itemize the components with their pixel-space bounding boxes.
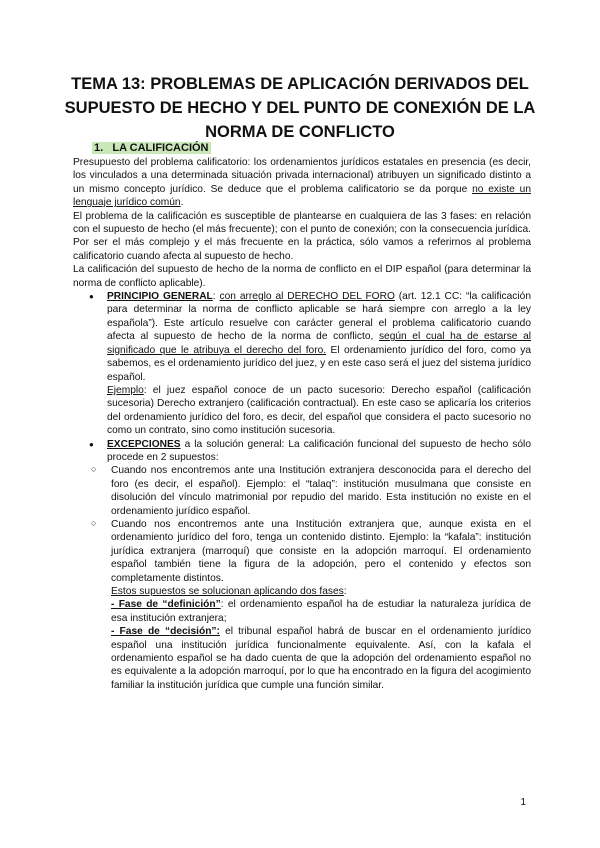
example-paragraph — [107, 384, 531, 438]
example-text: : el juez español conoce de un pacto sucesorio: Derecho español (calificación sucesoria) Derecho extranjero (calificación contractual). En este caso se aplicaría los criterios del ordenamiento jurídico del foro, es decir, del español que considera el pacto sucesorio no como un contrato, sino como institución sucesoria. — [107, 384, 531, 437]
fase-definicion — [73, 598, 531, 625]
bullet-colon: : — [212, 291, 220, 303]
bullet-text: a la solución general: La calificación funcional del supuesto de hecho sólo procede en 2 supuestos: — [107, 438, 531, 463]
bullet-text: El ordenamiento jurídico del foro, como ya sabemos, es el ordenamiento jurídico del juez, y en este caso será el juez del sistema jurídico español. — [107, 344, 531, 383]
sub-bullet-institucion-distinta: ○ Cuando nos encontremos ante una Institución extranjera que, aunque exista en el ordenamiento jurídico del foro, tenga un contenido distinto. Ejemplo: la “kafala”: institución jurídica extranjera (marroquí) que consiste en la adopción marroquí. El ordenamiento español también tiene la figura de la adopción, pero el contenido y efectos son completamente distintos. — [73, 518, 531, 585]
bullet-paragraph — [107, 438, 531, 465]
page-number: 1 — [520, 797, 526, 808]
fase-decision — [73, 625, 531, 692]
sub-bullet-institucion-desconocida: ○ Cuando nos encontremos ante una Institución extranjera desconocida para el derecho del foro (es decir, el español). Ejemplo: el “talaq”: institución musulmana que consiste en disolución del vínculo matrimonial por repudio del marido. Esta institución no existe en el ordenamiento jurídico español. — [73, 464, 531, 518]
underlined-phrase: no existe un lenguaje jurídico común — [73, 183, 531, 209]
bullet-principio-general — [73, 290, 531, 437]
fase-label: - Fase de “decisión”: — [111, 626, 220, 638]
paragraph-presupuesto — [73, 156, 531, 210]
paragraph-text: Presupuesto del problema calificatorio: los ordenamientos jurídicos estatales en presencia (es decir, los vinculados a una determinada situación privada internacional) atribuyen un significado distinto a un mismo concepto jurídico. Se deduce que el problema calificatorio se da porque — [73, 157, 531, 195]
paragraph-calificacion: La calificación del supuesto de hecho de la norma de conflicto en el DIP español (para determinar la norma de conflicto aplicable). — [73, 264, 531, 289]
sub-bullet-list — [73, 464, 531, 585]
fases-intro: Estos supuestos se solucionan aplicando dos fases: — [111, 586, 347, 597]
bullet-label: EXCEPCIONES — [107, 438, 181, 450]
section-heading-highlight — [92, 142, 211, 154]
paragraph-fases: El problema de la calificación es susceptible de plantearse en cualquiera de las 3 fases: en relación con el supuesto de hecho (el más frecuente); con el punto de conexión; con la consecuencia jurídica. Por ser el más complejo y el más frecuente en la práctica, sólo vamos a referirnos al problema calificatorio cuando afecta al supuesto de hecho. — [73, 210, 531, 262]
paragraph-text: . — [180, 197, 184, 209]
fase-text: : el ordenamiento español ha de estudiar la naturaleza jurídica de esa institución extranjera; — [111, 599, 531, 624]
example-label: Ejemplo — [107, 384, 144, 396]
underlined-phrase: Estos supuestos se solucionan aplicando dos fases — [111, 586, 344, 597]
section-number: 1. — [94, 142, 104, 154]
fase-text: el tribunal español habrá de buscar en el ordenamiento jurídico español una institución jurídica funcionalmente equivalente. Así, con la kafala el ordenamiento español se ha dado cuenta de que la adopción del ordenamiento español no es equivalente a la adopción marroquí, por lo que ha encontrado en la figura del acogimiento familiar la institución jurídica que cumple una función similar. — [111, 626, 531, 691]
document-title: TEMA 13: PROBLEMAS DE APLICACIÓN DERIVADOS DEL SUPUESTO DE HECHO Y DEL PUNTO DE CONEXIÓN DE LA NORMA DE CONFLICTO — [64, 75, 536, 141]
underlined-phrase: con arreglo al DERECHO DEL FORO — [219, 291, 395, 303]
document-body — [73, 156, 531, 692]
section-title: LA CALIFICACIÓN — [112, 142, 209, 154]
main-bullet-list — [73, 290, 531, 464]
bullet-excepciones — [73, 438, 531, 465]
bullet-paragraph — [107, 290, 531, 384]
underlined-phrase: según el cual ha de estarse al significado que le atribuya el derecho del foro. — [107, 331, 532, 356]
section-heading — [92, 142, 211, 155]
bullet-label: PRINCIPIO GENERAL — [107, 291, 213, 303]
bullet-text: (art. 12.1 CC: “la calificación para determinar la norma de conflicto aplicable se hará siempre con arreglo a la ley española”). Este artículo resuelve con carácter general el problema calificatorio cuando afecta al supuesto de hecho de la norma de conflicto, — [107, 291, 531, 343]
fase-label: - Fase de “definición” — [111, 599, 221, 611]
